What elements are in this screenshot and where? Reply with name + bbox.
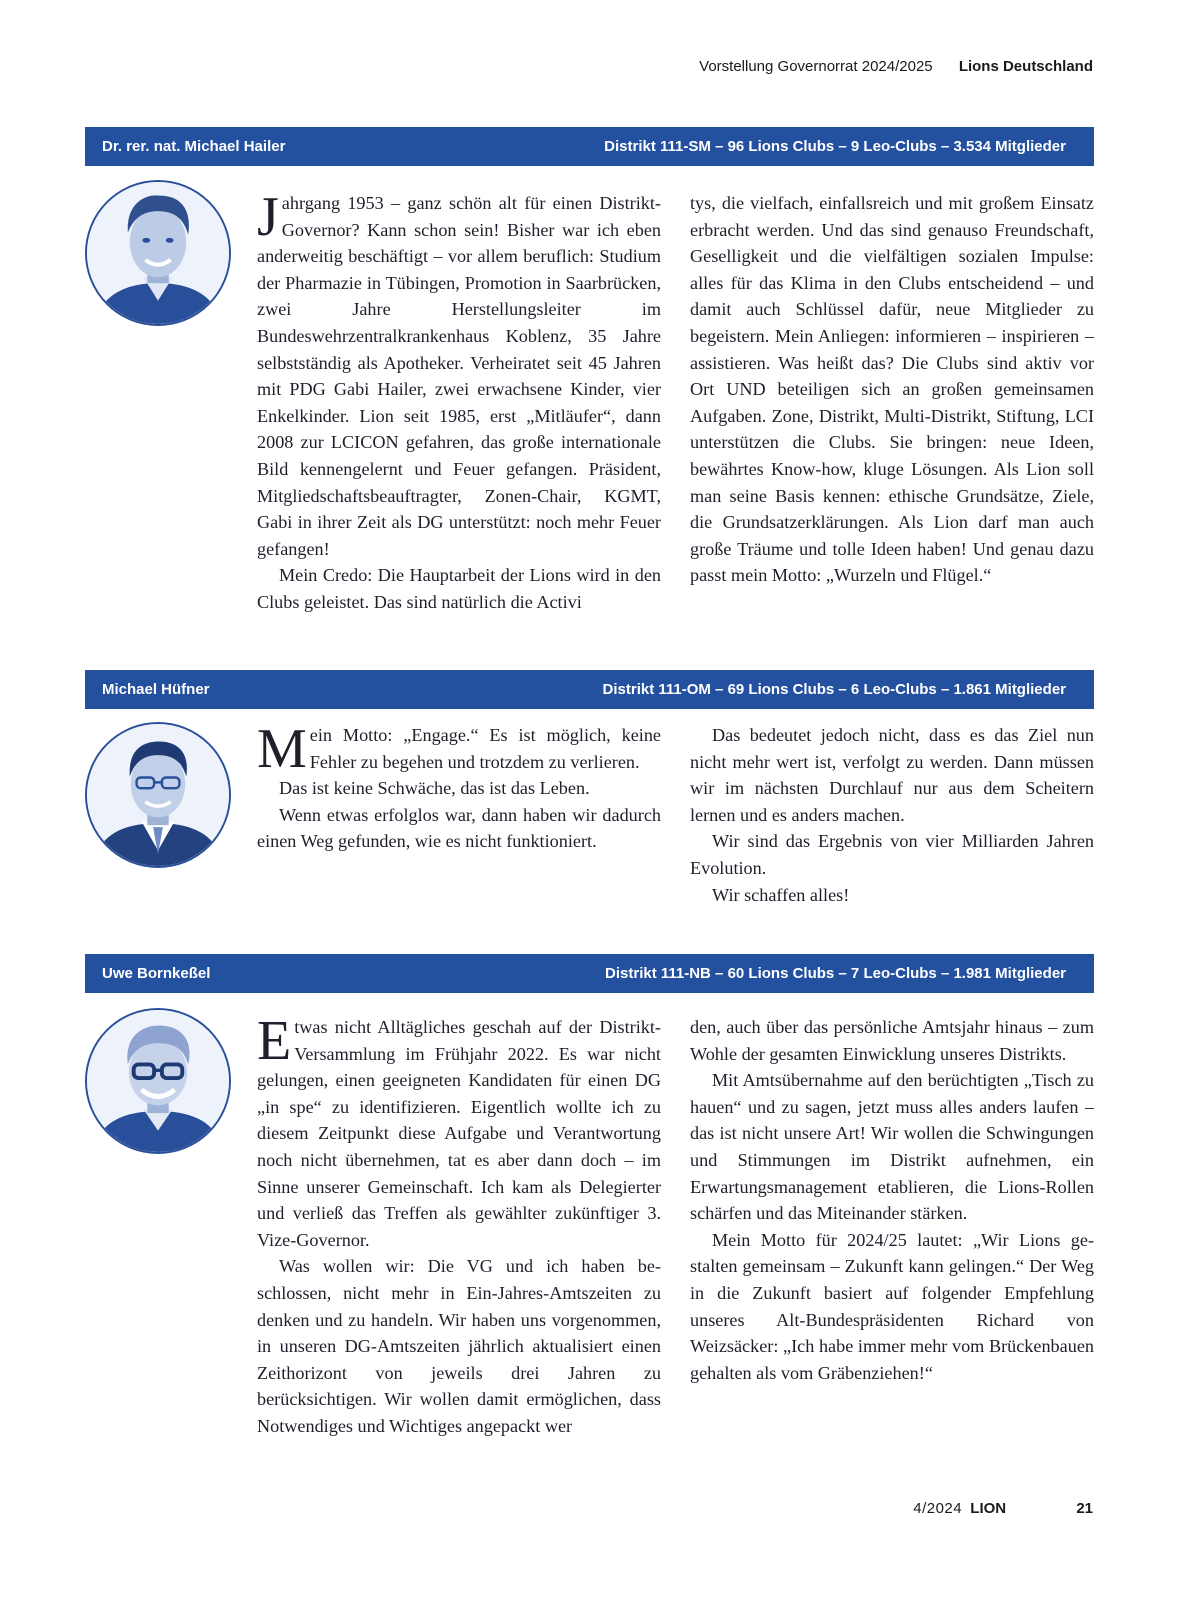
governor-name: Michael Hüfner [102,681,210,698]
text-column-right [690,722,1094,908]
portrait-photo [85,1008,231,1154]
issue-number: 4/2024 [913,1500,963,1517]
paragraph: Wir sind das Ergebnis von vier Milliarden Jahren Evolution. [690,831,1094,878]
district-info: Distrikt 111-SM – 96 Lions Clubs – 9 Leo-Clubs – 3.534 Mitglieder [604,138,1066,155]
page-footer [913,1500,1093,1517]
paragraph: Wir schaffen alles! [712,884,850,905]
district-info: Distrikt 111-NB – 60 Lions Clubs – 7 Leo-Clubs – 1.981 Mitglieder [605,965,1066,982]
paragraph: Mein Credo: Die Hauptarbeit der Lions wird in den Clubs geleistet. Das sind natürlich die Activi [257,565,661,612]
profile-header-bar [85,670,1094,709]
paragraph: Etwas nicht Alltägliches geschah auf der Distrikt-Versammlung im Frühjahr 2022. Es war nicht gelungen, einen geeigneten Kandidaten für einen DG „in spe“ zu identifizieren. Eigentlich wollte ich zu diesem Zeitpunkt diese Aufgabe und Verantwortung noch nicht übernehmen, tat es aber dann doch – im Sinne unserer Gemeinschaft. Ich kam als Delegierter und verließ das Treffen als gewählter zukünftiger 3. Vize-Governor. [257,1010,661,1250]
running-head [699,58,1093,75]
paragraph: Mit Amtsübernahme auf den berüchtigten „Tisch zu hauen“ und zu sagen, jetzt muss alles anders laufen – das ist nicht unsere Art! Wir wollen die Schwingungen und Stimmungen im Distrikt aufnehmen, ein Erwartungsmanagement etablieren, die Lions-Rollen schärfen und das Miteinander stärken. [690,1070,1094,1224]
profile-header-bar [85,127,1094,166]
governor-name: Dr. rer. nat. Michael Hailer [102,138,286,155]
governor-profile-hailer [85,127,1094,627]
paragraph: tys, die vielfach, einfallsreich und mit großem Einsatz erbracht werden. Und das sind genauso Freundschaft, Geselligkeit und die vielfältigen sozialen Impulse: alles für das Klima in den Clubs entscheidend – und damit auch Schlüssel dafür, neue Mitglieder zu begeistern. Mein Anliegen: informieren – inspirieren – assistieren. Was heißt das? Die Clubs sind aktiv vor Ort UND beteiligen sich an großen gemeinsamen Aufgaben. Zone, Distrikt, Multi-Distrikt, Stiftung, LCI unterstützen die Clubs. Sie bringen: neue Ideen, bewährtes Know-how, kluge Lösungen. Als Lion soll man seine Basis kennen: ethische Grundsätze, Ziele, die Grundsatzerklärungen. Als Lion darf man auch große Träume und tolle Ideen haben! Und genau dazu passt mein Motto: „Wurzeln und Flügel.“ [690,193,1094,586]
governor-name: Uwe Bornkeßel [102,965,211,982]
drop-cap: J [257,186,279,248]
paragraph: Wenn etwas erfolglos war, dann haben wir dadurch einen Weg gefunden, wie es nicht funktioniert. [257,804,661,852]
governor-profile-huefner [85,670,1094,930]
district-info: Distrikt 111-OM – 69 Lions Clubs – 6 Leo-Clubs – 1.861 Mitglieder [602,681,1066,698]
profile-text [257,1010,1094,1440]
paragraph: Das bedeutet jedoch nicht, dass es das Ziel nun nicht mehr wert ist, verfolgt zu werden. Dann müssen wir im nächsten Durchlauf nur aus dem Scheitern lernen und es anders machen. [690,725,1094,825]
drop-cap: E [257,1010,292,1072]
paragraph: Mein Motto für 2024/25 lautet: „Wir Lions gestalten gemeinsam – Zukunft kann gelingen.“ Der Weg in die Zukunft basiert auf folgender Empfehlung unseres Alt-Bundespräsidenten Richard von Weizsäcker: „Ich habe immer mehr vom Brückenbauen gehalten als vom Gräbenziehen!“ [690,1229,1094,1383]
paragraph: Das ist keine Schwäche, das ist das Leben. [279,778,590,799]
text-column-left [257,718,661,908]
paragraph: den, auch über das persönliche Amtsjahr hinaus – zum Wohle der gesamten Einwicklung unseres Distrikts. [690,1017,1094,1064]
profile-text [257,186,1094,616]
drop-cap: M [257,718,307,780]
governor-profile-bornkessel [85,954,1094,1454]
portrait-illustration [87,182,229,324]
brand-label: Lions Deutschland [958,58,1093,75]
text-column-right [690,190,1094,616]
paragraph: Mein Motto: „Engage.“ Es ist möglich, keine Fehler zu begehen und trotzdem zu verlieren. [257,718,661,780]
portrait-photo [85,180,231,326]
page-number: 21 [1076,1500,1093,1517]
text-column-left [257,186,661,616]
magazine-name: LION [970,1500,1007,1517]
portrait-photo [85,722,231,868]
profile-text [257,718,1094,908]
text-column-left [257,1010,661,1440]
profile-header-bar [85,954,1094,993]
paragraph: Was wollen wir: Die VG und ich haben beschlossen, nicht mehr in Ein-Jahres-Amtszeiten zu denken und zu handeln. Wir haben uns vorgenommen, in unseren DG-Amtszeiten jährlich aktualisiert einen Zeithorizont von jeweils drei Jahren zu berücksichtigen. Wir wollen damit ermöglichen, dass Notwendiges und Wichtiges angepackt wer [257,1256,661,1436]
portrait-illustration [87,1010,229,1152]
paragraph: Jahrgang 1953 – ganz schön alt für einen Distrikt-Governor? Kann schon sein! Bisher war ich eben anderweitig beschäftigt – vor allem beruflich: Studium der Pharmazie in Tübingen, Promotion in Saarbrücken, zwei Jahre Herstellungsleiter im Bundeswehrzentralkrankenhaus Koblenz, 35 Jahre selbstständig als Apotheker. Verheiratet seit 45 Jahren mit PDG Gabi Hailer, zwei erwachsene Kinder, vier Enkelkinder. Lion seit 1985, erst „Mitläufer“, dann 2008 zur LCICON gefahren, das große internationale Bild kennengelernt und Feuer gefangen. Präsident, Mitgliedschaftsbeauftragter, Zonen-Chair, KGMT, Gabi in ihrer Zeit als DG unterstützt: noch mehr Feuer gefangen! [257,186,661,559]
text-column-right [690,1014,1094,1440]
section-title: Vorstellung Governorrat 2024/2025 [699,58,933,75]
portrait-illustration [87,724,229,866]
